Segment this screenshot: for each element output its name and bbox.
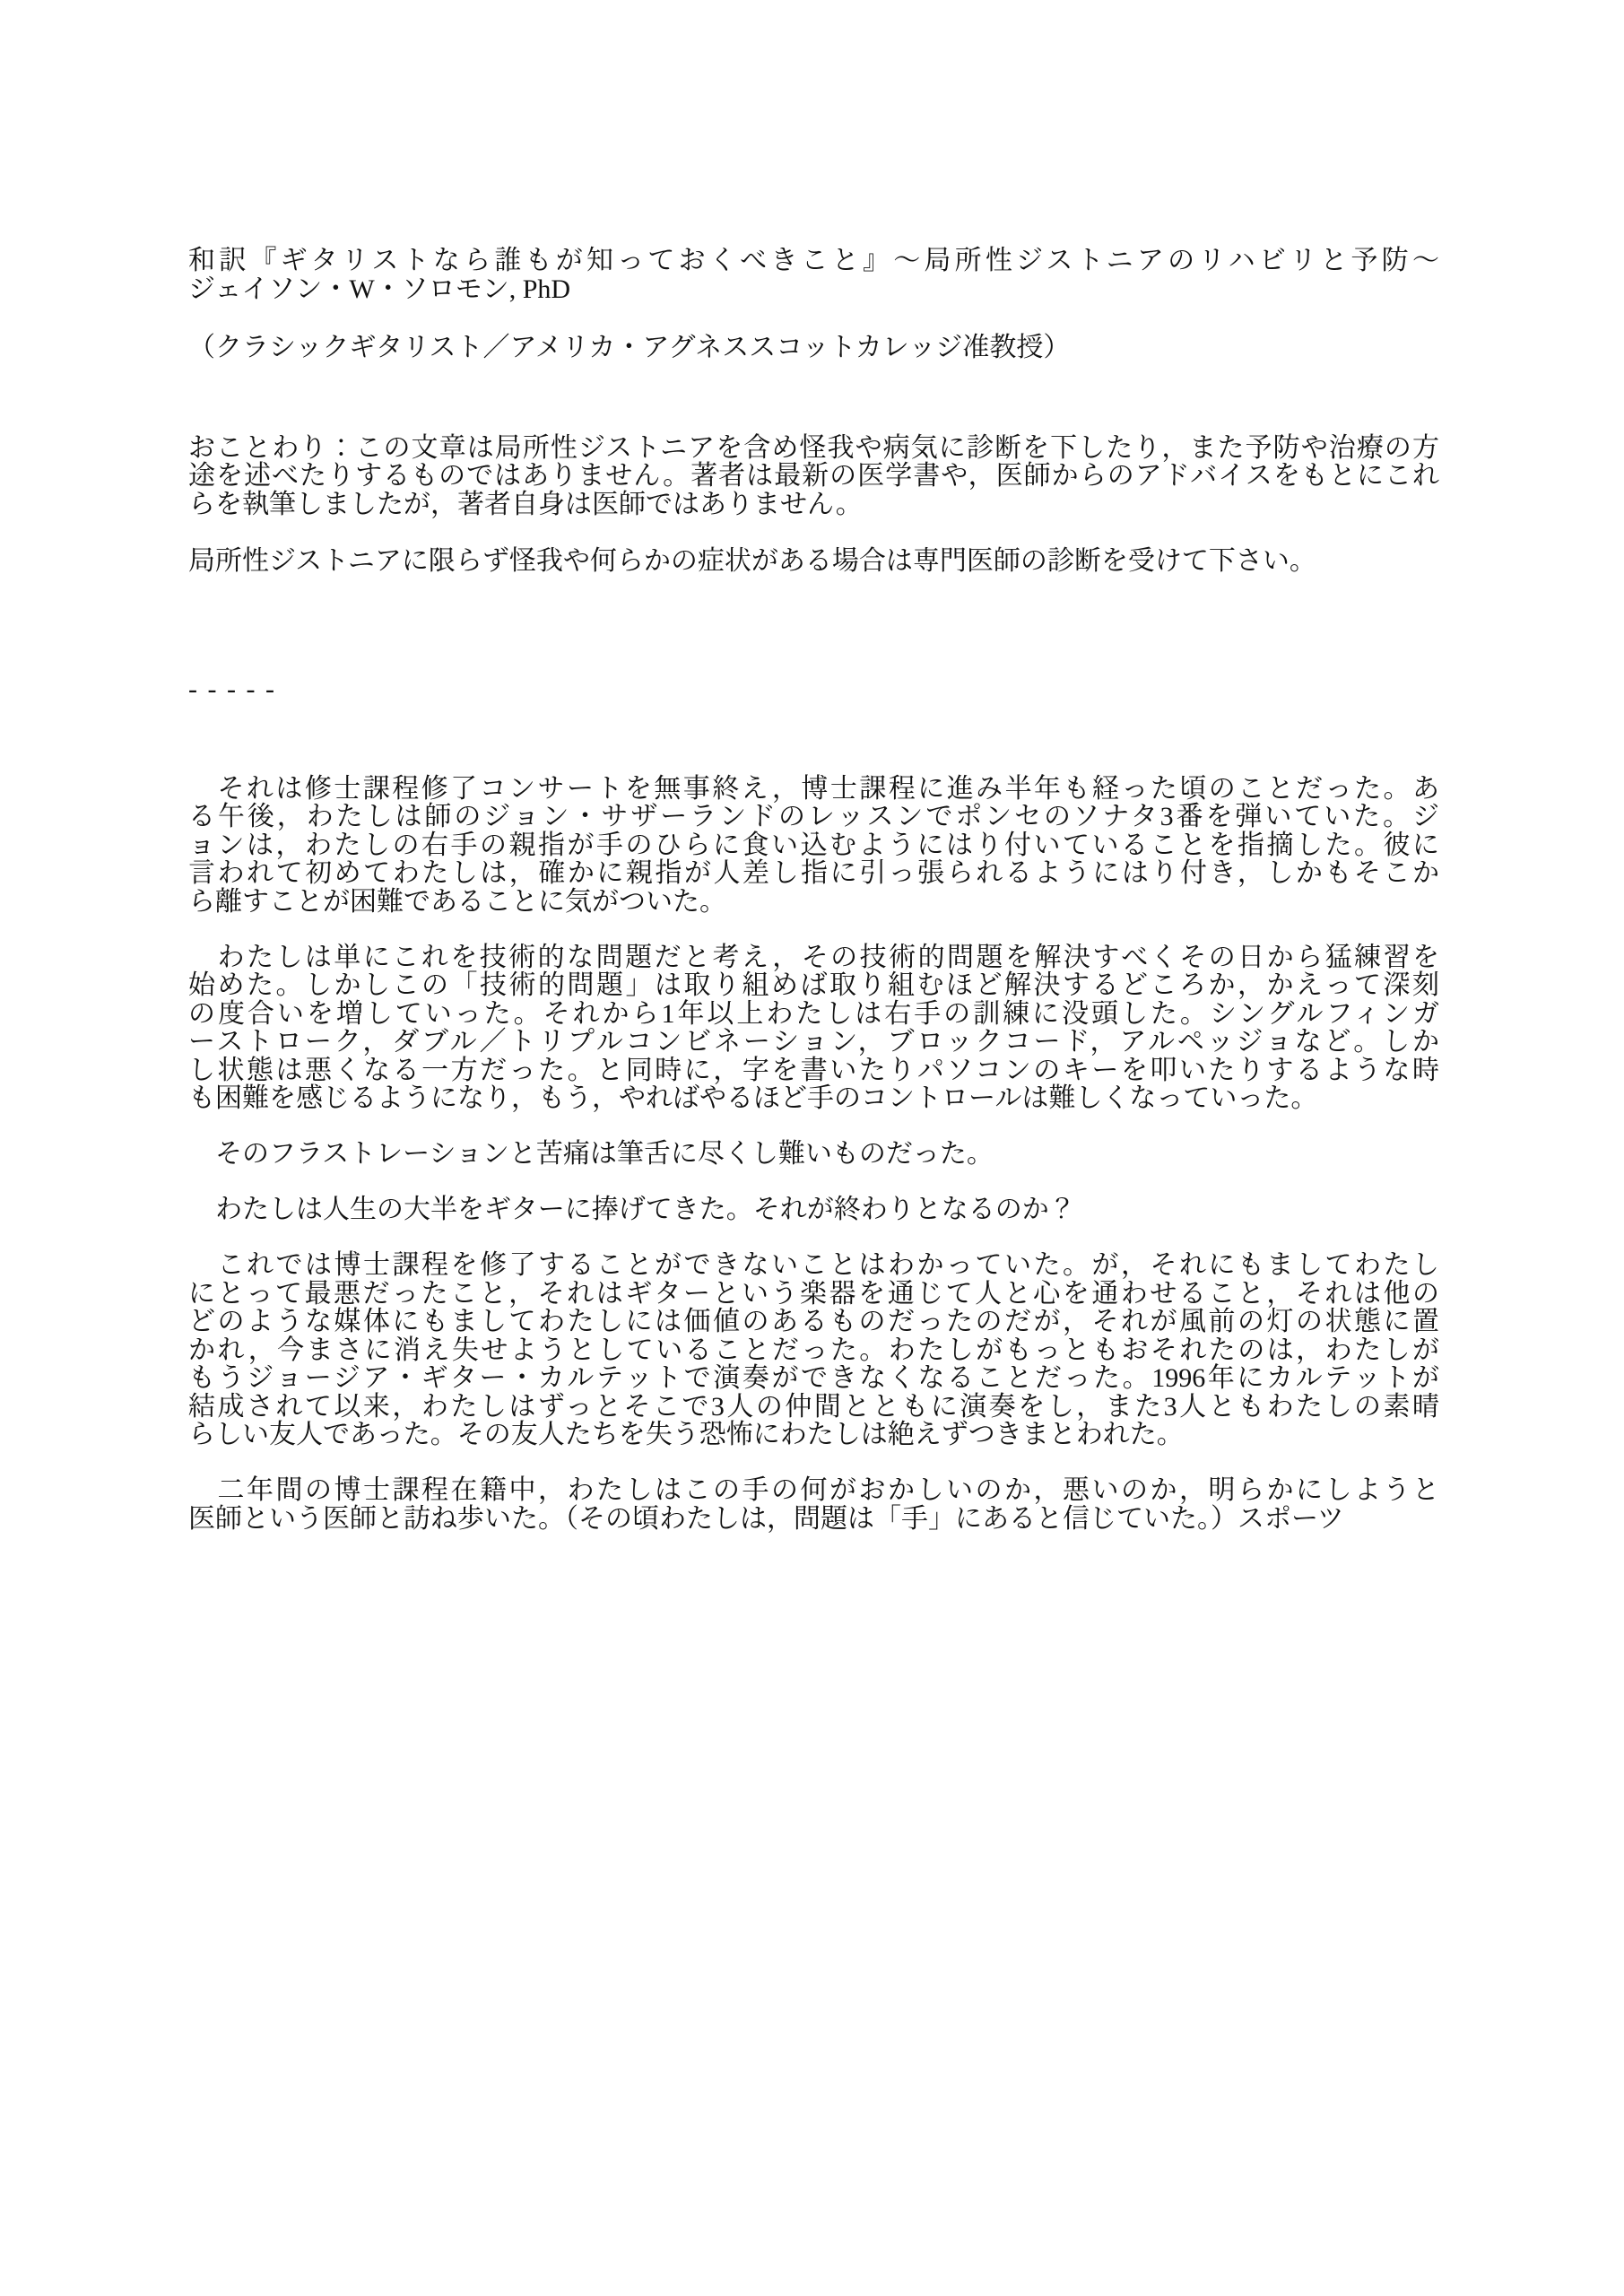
text-line: もうジョージア・ギター・カルテットで演奏ができなくなることだった。1996年にカルテットが <box>188 1363 1439 1393</box>
section-separator: - - - - - <box>188 674 276 704</box>
text-line: これでは博士課程を修了することができないことはわかっていた。が，それにもましてわたし <box>188 1250 1439 1280</box>
text-line: ーストローク，ダブル／トリプルコンビネーション，ブロックコード，アルペッジョなど。しか <box>188 1027 1439 1057</box>
body-paragraph <box>188 1126 1439 1182</box>
text-line: も困難を感じるようになり，もう，やればやるほど手のコントロールは難しくなっていった。 <box>188 1083 1318 1113</box>
text-line: 始めた。しかしこの「技術的問題」は取り組めば取り組むほど解決するどころか，かえって深刻 <box>188 970 1439 1000</box>
text-line: 局所性ジストニアに限らず怪我や何らかの症状がある場合は専門医師の診断を受けて下さい。 <box>188 545 1316 576</box>
text-line: ら離すことが困難であることに気がついた。 <box>188 886 726 917</box>
text-line: 二年間の博士課程在籍中，わたしはこの手の何がおかしいのか，悪いのか，明らかにしようと <box>188 1475 1439 1505</box>
text-line: の度合いを増していった。それから1年以上わたしは右手の訓練に没頭した。シングルフィンガ <box>188 998 1439 1029</box>
text-line: る午後，わたしは師のジョン・サザーランドのレッスンでポンセのソナタ3番を弾いていた。ジ <box>188 802 1439 831</box>
text-line: にとって最悪だったこと，それはギターという楽器を通じて人と心を通わせること，それは他の <box>188 1278 1439 1309</box>
document-author: ジェイソン・W・ソロモン, PhD <box>188 274 571 304</box>
body-paragraph <box>188 930 1439 1127</box>
body-paragraph <box>188 1463 1439 1547</box>
body-text <box>188 761 1439 1547</box>
text-line: かれ，今まさに消え失せようとしていることだった。わたしがもっともおそれたのは，わたしが <box>188 1335 1439 1365</box>
body-paragraph <box>188 1182 1439 1238</box>
document-affiliation: （クラシックギタリスト／アメリカ・アグネススコットカレッジ准教授） <box>188 332 1071 362</box>
body-paragraph <box>188 1238 1439 1463</box>
text-line: らしい友人であった。その友人たちを失う恐怖にわたしは絶えずつきまとわれた。 <box>188 1420 1184 1449</box>
text-line: わたしは単にこれを技術的な問題だと考え，その技術的問題を解決すべくその日から猛練習を <box>188 942 1439 972</box>
text-line: わたしは人生の大半をギターに捧げてきた。それが終わりとなるのか？ <box>188 1195 1076 1224</box>
text-line: 医師という医師と訪ね歩いた。（その頃わたしは，問題は「手」にあると信じていた。）スポーツ <box>188 1503 1344 1534</box>
text-line: そのフラストレーションと苦痛は筆舌に尽くし難いものだった。 <box>188 1139 994 1169</box>
document-header <box>188 231 1439 377</box>
text-line: ョンは，わたしの右手の親指が手のひらに食い込むようにはり付いていることを指摘した。彼に <box>188 830 1439 860</box>
body-paragraph <box>188 761 1439 930</box>
text-line: おことわり：この文章は局所性ジストニアを含め怪我や病気に診断を下したり，また予防や治療の方 <box>188 432 1439 463</box>
text-line: それは修士課程修了コンサートを無事終え，博士課程に進み半年も経った頃のことだった。あ <box>188 773 1439 804</box>
text-line: 途を述べたりするものではありません。著者は最新の医学書や，医師からのアドバイスをもとにこれ <box>188 461 1439 491</box>
text-line: し状態は悪くなる一方だった。と同時に，字を書いたりパソコンのキーを叩いたりするような時 <box>188 1055 1439 1085</box>
text-line: どのような媒体にもましてわたしには価値のあるものだったのだが，それが風前の灯の状態に置 <box>188 1307 1439 1336</box>
text-line: らを執筆しましたが，著者自身は医師ではありません。 <box>188 489 863 519</box>
text-line: 結成されて以来，わたしはずっとそこで3人の仲間とともに演奏をし，また3人ともわたしの素晴 <box>188 1391 1439 1422</box>
document-title: 和訳『ギタリストなら誰もが知っておくべきこと』～局所性ジストニアのリハビリと予防～ <box>188 246 1439 275</box>
text-line: 言われて初めてわたしは，確かに親指が人差し指に引っ張られるようにはり付き，しかもそこか <box>188 858 1439 888</box>
disclaimer-section <box>188 420 1439 589</box>
